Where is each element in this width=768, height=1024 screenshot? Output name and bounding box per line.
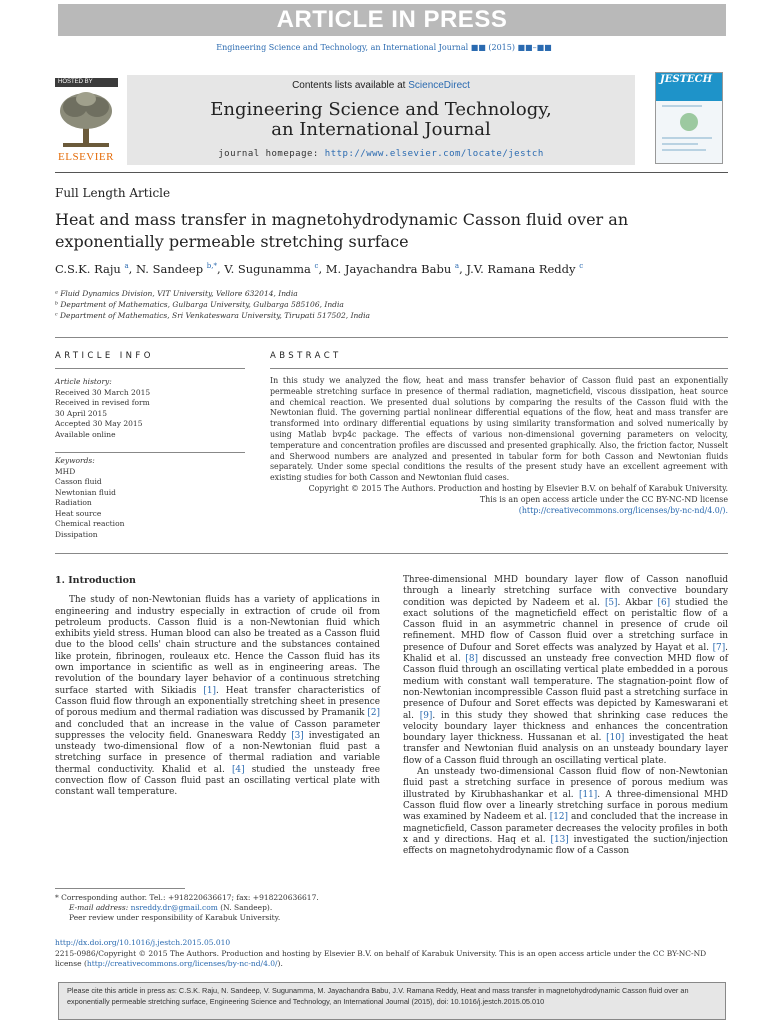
footnote-rule — [55, 888, 185, 889]
abstract-copyright: Copyright © 2015 The Authors. Production and hosting by Elsevier B.V. on behalf of Karabuk University. — [308, 483, 728, 493]
abstract-heading: ABSTRACT — [270, 351, 342, 361]
section-heading-introduction: 1. Introduction — [55, 575, 136, 586]
citation-link[interactable]: [11] — [579, 789, 598, 800]
text-span: investigated an unsteady two-dimensional flow of a non-Newtonian fluid past a stretching surface in presence of thermal radiation and variable thermal conductivity. Khalid et al. — [55, 730, 380, 775]
history-item: Accepted 30 May 2015 — [55, 419, 143, 428]
abstract-license: This is an open access article under the CC BY-NC-ND license — [479, 494, 728, 504]
article-in-press-banner: ARTICLE IN PRESS — [58, 4, 726, 36]
doi-link[interactable]: http://dx.doi.org/10.1016/j.jestch.2015.05.010 — [55, 938, 231, 947]
article-info-heading: ARTICLE INFO — [55, 351, 154, 361]
copyright-end: ). — [277, 959, 283, 968]
journal-reference-link[interactable]: Engineering Science and Technology, an International Journal ■■ (2015) ■■–■■ — [216, 43, 552, 52]
history-item: 30 April 2015 — [55, 408, 107, 418]
abstract-end-divider — [55, 553, 728, 554]
text-span: studied the unsteady free convection flow of Casson fluid past an oscillating vertical plate with constant wall temperature. — [55, 764, 380, 798]
email-link[interactable]: nsreddy.dr@gmail.com — [130, 903, 218, 912]
affiliation-marker[interactable]: a — [454, 262, 460, 271]
contents-lists-line — [127, 80, 635, 91]
text-span: The study of non-Newtonian fluids has a variety of applications in engineering and industry especially in extraction of crude oil from petroleum products. Casson fluid is a non-Newtonian fluid which exhibits yield stress. Human blood can also be treated as a Casson fluid due to the blood cells' chain structure and the substances contained like protein, fibrinogen, rouleaux etc. Hence the Casson fluid has its own importance in scientific as well as in engineering areas. The revolution of the boundary layer behavior of a continuous stretching surface started with Sikiadis — [55, 595, 380, 696]
keyword-item: Chemical reaction — [55, 519, 125, 528]
corresponding-author: * Corresponding author. Tel.: +918220636617; fax: +918220636617. — [55, 893, 319, 902]
article-type: Full Length Article — [55, 186, 171, 200]
copyright-text: 2215-0986/Copyright © 2015 The Authors. Production and hosting by Elsevier B.V. on behalf of Karabuk University. This is an open access article under the CC BY-NC-ND license ( — [55, 948, 707, 968]
journal-title — [127, 100, 635, 140]
history-item: Received in revised form — [55, 398, 150, 407]
abstract-text — [270, 376, 728, 516]
citation-link[interactable]: [4] — [231, 764, 245, 775]
journal-masthead — [127, 75, 635, 165]
email-label: E-mail address: — [69, 903, 131, 912]
body-left-column — [55, 575, 380, 799]
abstract-license-link[interactable]: (http://creativecommons.org/licenses/by-nc-nd/4.0/). — [518, 505, 728, 515]
text-span: studied the exact solutions of the magneticfield effect on peristaltic flow of a Casson fluid in an asymmetric channel in presence of crude oil refinement. MHD flow of Casson fluid over a stretching surface in presence of Dufour and Soret effects was analyzed by Hayat et al. — [403, 597, 729, 653]
elsevier-wordmark: ELSEVIER — [58, 151, 114, 163]
keyword-list — [55, 456, 245, 540]
license-link[interactable]: http://creativecommons.org/licenses/by-nc-nd/4.0/ — [86, 959, 278, 968]
cover-line — [662, 149, 706, 151]
elsevier-tree-logo-icon — [55, 89, 117, 149]
author-name[interactable]: C.S.K. Raju — [55, 262, 121, 276]
text-span: . in this study they showed that shrinking case reduces the velocity boundary layer thickness and enhances the concentration boundary layer thickness. Hussanan et al. — [403, 710, 728, 744]
affiliation-b: ᵇ Department of Mathematics, Gulbarga University, Gulbarga 585106, India — [55, 300, 344, 309]
section-divider — [55, 337, 728, 338]
journal-header — [55, 75, 725, 165]
author-name[interactable]: J.V. Ramana Reddy — [466, 262, 576, 276]
cover-line — [662, 137, 712, 139]
text-span: . Akbar — [617, 597, 658, 608]
cover-line — [662, 105, 702, 107]
abstract-body: In this study we analyzed the flow, heat and mass transfer behavior of Casson fluid past an exponentially permeable stretching surface in presence of thermal radiation, magneticfield, viscous dissipation, heat source and chemical reaction. We presented dual solutions by comparing the results of the Casson fluid with the Newtonian fluid. The governing partial nonlinear differential equations of the flow, heat and mass transfer are transformed into ordinary differential equations by using similarity transformation and solved numerically by using Matlab bvp4c package. The effects of various non-dimensional governing parameters on velocity, temperature and concentration profiles are discussed and presented graphically. Also, the friction factor, Nusselt and Sherwood numbers are analyzed and presented in tabular form for both Casson and Newtonian fluids separately. Under some special conditions the results of the present study have an excellent agreement with existing studies for both Casson and Newtonian fluid cases. — [270, 376, 728, 483]
keywords-rule — [55, 452, 245, 453]
keyword-item: Casson fluid — [55, 477, 102, 486]
author-name[interactable]: M. Jayachandra Babu — [325, 262, 452, 276]
affiliation-marker[interactable]: c — [579, 262, 584, 271]
journal-title-line2: an International Journal — [271, 119, 491, 140]
cover-seal-icon — [680, 113, 698, 131]
keywords-heading: Keywords: — [55, 456, 95, 465]
journal-title-line1: Engineering Science and Technology, — [210, 99, 552, 120]
homepage-prefix: journal homepage: — [218, 149, 325, 159]
doi-block — [55, 938, 727, 970]
keyword-item: MHD — [55, 466, 76, 476]
article-title: Heat and mass transfer in magnetohydrodynamic Casson fluid over an exponentially permeable stretching surface — [55, 210, 629, 251]
body-right-column — [403, 575, 728, 857]
cover-title: JESTECH — [656, 73, 722, 101]
text-span: Three-dimensional MHD boundary layer flow of Casson nanofluid through a linearly stretching surface with convective boundary condition was depicted by Nadeem et al. — [403, 575, 728, 608]
article-info-rule — [55, 368, 245, 369]
citation-link[interactable]: [3] — [291, 730, 304, 741]
text-span: . Heat transfer characteristics of Casson fluid flow through an exponentially stretching sheet in presence of porous medium and thermal radiation was discussed by Pramanik — [55, 685, 380, 719]
text-span: and concluded that an increase in the value of Casson parameter suppresses the velocity field. Gnaneswara Reddy — [55, 719, 380, 741]
email-line — [55, 903, 380, 913]
citation-link[interactable]: [10] — [606, 733, 625, 744]
text-span: investigated the heat transfer and Newtonian fluid analysis on an unsteady boundary layer flow of a Casson fluid through an oscillating vertical plate. — [403, 733, 728, 766]
citation-link[interactable]: [2] — [367, 708, 380, 719]
affiliation-marker[interactable]: a — [124, 262, 129, 271]
citation-link[interactable]: [12] — [549, 812, 569, 823]
keyword-item: Radiation — [55, 498, 92, 507]
author-name[interactable]: N. Sandeep — [135, 262, 204, 276]
keyword-item: Dissipation — [55, 529, 98, 539]
body-paragraph — [403, 575, 728, 767]
affiliation-marker[interactable]: b,* — [206, 262, 217, 271]
history-item: Available online — [55, 429, 116, 439]
email-suffix: (N. Sandeep). — [217, 903, 273, 912]
history-heading: Article history: — [55, 377, 112, 386]
header-divider — [55, 172, 728, 173]
abstract-rule — [270, 368, 728, 369]
copyright-line — [55, 949, 727, 970]
body-paragraph — [403, 767, 728, 857]
citation-link[interactable]: [7] — [712, 642, 726, 653]
peer-review-note: Peer review under responsibility of Karabuk University. — [69, 913, 281, 922]
citation-link[interactable]: [5] — [604, 597, 618, 608]
text-span: discussed an unsteady free convection MHD flow of Casson fluid through an oscillating vertical plate embedded in a porous medium with constant wall temperature. The stagnation-point flow of non-Newtonian incompressible Casson fluid past a stretching surface in presence of Dufour and Soret effects was depicted by Kameswarani et al. — [403, 654, 728, 721]
affiliation-a: ᵃ Fluid Dynamics Division, VIT University, Vellore 632014, India — [55, 289, 298, 298]
citation-link[interactable]: [13] — [550, 834, 569, 845]
affiliation-c: ᶜ Department of Mathematics, Sri Venkateswara University, Tirupati 517502, India — [55, 311, 371, 320]
keyword-item: Heat source — [55, 508, 102, 518]
journal-homepage-link[interactable]: http://www.elsevier.com/locate/jestch — [324, 149, 544, 159]
citation-link[interactable]: [9] — [419, 710, 433, 721]
affiliation-marker[interactable]: c — [314, 262, 319, 271]
journal-cover-thumbnail[interactable] — [655, 72, 723, 164]
text-span: and concluded that the increase in magneticfield, Casson parameter decreases the velocity profiles in both x and y directions. Haq et al. — [403, 812, 728, 845]
contents-prefix: Contents lists available at — [292, 80, 409, 91]
text-span: An unsteady two-dimensional Casson fluid flow of non-Newtonian fluid past a stretching surface in presence of porous medium was illustrated by Kirubhashankar et al. — [403, 767, 728, 800]
citation-link[interactable]: [6] — [657, 597, 671, 608]
journal-homepage-line — [127, 149, 635, 159]
keyword-item: Newtonian fluid — [55, 487, 116, 497]
author-name[interactable]: V. Sugunamma — [224, 262, 311, 276]
cite-this-article-box: Please cite this article in press as: C.S.K. Raju, N. Sandeep, V. Sugunamma, M. Jayachandra Babu, J.V. Ramana Reddy, Heat and mass transfer in magnetohydrodynamic Casson fluid over an exponentially permeable stretching surface, Engineering Science and Technology, an International Journal (2015), doi: 10.1016/j.jestch.2015.05.010 — [58, 982, 726, 1020]
cover-line — [662, 143, 698, 145]
text-span: investigated the suction/injection effects on magnetohydrodynamic flow of a Casson — [403, 834, 728, 857]
hosted-by-label: HOSTED BY — [55, 78, 118, 87]
article-history — [55, 377, 245, 440]
citation-link[interactable]: [8] — [465, 654, 478, 665]
footnote — [55, 893, 380, 923]
affiliation-list — [55, 288, 370, 321]
history-item: Received 30 March 2015 — [55, 387, 151, 397]
intro-paragraph — [55, 595, 380, 798]
text-span: . A three-dimensional MHD Casson fluid flow over a linearly stretching surface in porous medium was examined by Nadeem et al. — [403, 789, 729, 823]
author-list: C.S.K. Raju $^a$, N. Sandeep $^{b,*}$, V. Sugunamma $^c$, M. Jayachandra Babu $^a$, J.V. Ramana Reddy $^c$ — [55, 262, 584, 276]
citation-link[interactable]: [1] — [203, 685, 216, 696]
text-span: . Khalid et al. — [403, 642, 728, 665]
sciencedirect-link[interactable]: ScienceDirect — [408, 80, 470, 91]
